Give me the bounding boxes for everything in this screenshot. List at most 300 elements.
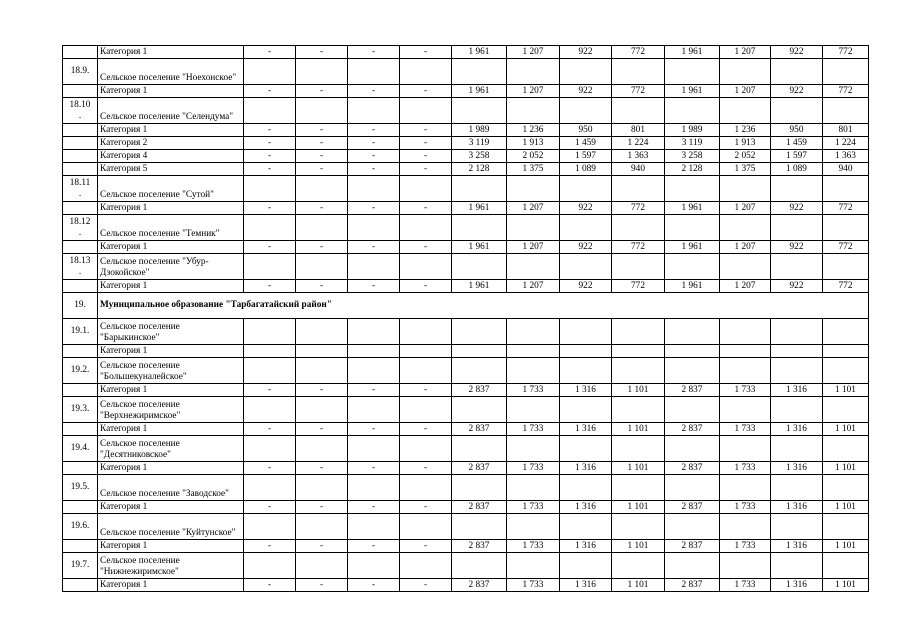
value-cell: [244, 397, 296, 423]
value-cell: [720, 254, 771, 280]
value-cell: [720, 59, 771, 85]
value-cell: [348, 176, 400, 202]
table-row: [63, 475, 869, 501]
value-cell: -: [400, 579, 452, 592]
value-cell: [823, 98, 869, 124]
value-cell: -: [296, 202, 348, 215]
value-cell: [612, 345, 665, 358]
value-cell: 1 101: [612, 501, 665, 514]
row-number-cell: [63, 137, 98, 150]
value-cell: 2 837: [452, 501, 507, 514]
value-cell: [720, 436, 771, 462]
value-cell: [400, 553, 452, 579]
value-cell: [348, 98, 400, 124]
value-cell: -: [244, 462, 296, 475]
value-cell: [296, 475, 348, 501]
value-cell: 1 961: [452, 46, 507, 59]
value-cell: 1 207: [720, 85, 771, 98]
value-cell: 772: [612, 202, 665, 215]
value-cell: [720, 553, 771, 579]
value-cell: [507, 553, 560, 579]
value-cell: [823, 358, 869, 384]
value-cell: [771, 176, 823, 202]
value-cell: [560, 59, 612, 85]
value-cell: [452, 475, 507, 501]
value-cell: 1 101: [823, 423, 869, 436]
value-cell: 1 101: [612, 384, 665, 397]
value-cell: -: [400, 150, 452, 163]
value-cell: [348, 397, 400, 423]
value-cell: 2 837: [665, 423, 720, 436]
value-cell: [771, 475, 823, 501]
row-number-cell: [63, 163, 98, 176]
value-cell: [720, 345, 771, 358]
value-cell: [348, 475, 400, 501]
name-cell: Сельское поселение "Убур-Дзокойское": [98, 254, 244, 280]
value-cell: 1 989: [452, 124, 507, 137]
value-cell: [348, 514, 400, 540]
table-row: [63, 176, 869, 202]
value-cell: [560, 215, 612, 241]
name-cell: Категория 4: [98, 150, 244, 163]
value-cell: 922: [560, 241, 612, 254]
row-number-cell: [63, 384, 98, 397]
value-cell: [720, 98, 771, 124]
value-cell: [452, 59, 507, 85]
name-cell: Сельское поселение "Верхнежиримское": [98, 397, 244, 423]
value-cell: [296, 215, 348, 241]
value-cell: 1 089: [771, 163, 823, 176]
value-cell: [612, 254, 665, 280]
value-cell: [665, 176, 720, 202]
value-cell: [507, 215, 560, 241]
table-row: [63, 423, 869, 436]
table-row: [63, 46, 869, 59]
value-cell: 1 459: [560, 137, 612, 150]
value-cell: [400, 319, 452, 345]
value-cell: [400, 98, 452, 124]
value-cell: [560, 514, 612, 540]
name-cell: Категория 1: [98, 241, 244, 254]
value-cell: 1 597: [771, 150, 823, 163]
table-row: [63, 397, 869, 423]
row-number-cell: [63, 150, 98, 163]
value-cell: [244, 553, 296, 579]
value-cell: [400, 358, 452, 384]
value-cell: -: [348, 202, 400, 215]
value-cell: [400, 514, 452, 540]
table-row: [63, 514, 869, 540]
value-cell: [665, 553, 720, 579]
value-cell: [823, 345, 869, 358]
value-cell: [612, 358, 665, 384]
value-cell: 801: [823, 124, 869, 137]
value-cell: [612, 319, 665, 345]
value-cell: 1 316: [771, 501, 823, 514]
name-cell: Категория 5: [98, 163, 244, 176]
value-cell: 922: [560, 46, 612, 59]
value-cell: [348, 436, 400, 462]
value-cell: 1 733: [507, 423, 560, 436]
value-cell: 772: [823, 202, 869, 215]
value-cell: 1 101: [612, 540, 665, 553]
value-cell: -: [348, 150, 400, 163]
value-cell: -: [244, 46, 296, 59]
row-number-cell: 18.9.: [63, 59, 98, 85]
value-cell: -: [296, 137, 348, 150]
value-cell: -: [244, 384, 296, 397]
name-cell: Категория 1: [98, 462, 244, 475]
value-cell: [296, 319, 348, 345]
value-cell: -: [400, 241, 452, 254]
value-cell: -: [244, 150, 296, 163]
value-cell: 1 101: [612, 579, 665, 592]
value-cell: -: [296, 46, 348, 59]
table-row: [63, 124, 869, 137]
value-cell: [507, 358, 560, 384]
row-number-cell: 19.: [63, 293, 98, 319]
name-cell: Сельское поселение "Барыкинское": [98, 319, 244, 345]
value-cell: -: [348, 241, 400, 254]
value-cell: -: [296, 579, 348, 592]
value-cell: -: [400, 540, 452, 553]
value-cell: [244, 514, 296, 540]
row-number-cell: [63, 46, 98, 59]
value-cell: [452, 397, 507, 423]
value-cell: 922: [771, 46, 823, 59]
table-row: [63, 358, 869, 384]
value-cell: -: [296, 280, 348, 293]
table-row: [63, 293, 869, 319]
value-cell: 772: [612, 241, 665, 254]
tariff-table: [62, 45, 869, 592]
value-cell: [771, 514, 823, 540]
value-cell: [823, 436, 869, 462]
value-cell: 1 733: [507, 579, 560, 592]
value-cell: -: [400, 462, 452, 475]
name-cell: Категория 1: [98, 124, 244, 137]
value-cell: [823, 397, 869, 423]
value-cell: [560, 254, 612, 280]
value-cell: [452, 436, 507, 462]
value-cell: 1 733: [507, 462, 560, 475]
value-cell: 1 316: [771, 579, 823, 592]
value-cell: [348, 358, 400, 384]
value-cell: 1 224: [612, 137, 665, 150]
value-cell: 1 363: [823, 150, 869, 163]
value-cell: -: [296, 85, 348, 98]
value-cell: -: [348, 163, 400, 176]
value-cell: 1 375: [507, 163, 560, 176]
value-cell: 922: [560, 202, 612, 215]
value-cell: [771, 215, 823, 241]
table-row: [63, 345, 869, 358]
value-cell: [560, 345, 612, 358]
value-cell: 772: [612, 280, 665, 293]
row-number-cell: [63, 579, 98, 592]
value-cell: [296, 436, 348, 462]
value-cell: -: [244, 85, 296, 98]
value-cell: [348, 345, 400, 358]
value-cell: [720, 358, 771, 384]
value-cell: 2 837: [452, 462, 507, 475]
name-cell: Категория 1: [98, 46, 244, 59]
value-cell: 1 101: [823, 579, 869, 592]
value-cell: 772: [612, 85, 665, 98]
name-cell: Категория 1: [98, 423, 244, 436]
name-cell: Категория 1: [98, 501, 244, 514]
value-cell: [720, 176, 771, 202]
value-cell: -: [244, 280, 296, 293]
value-cell: [296, 358, 348, 384]
value-cell: 1 207: [507, 46, 560, 59]
name-cell: Сельское поселение "Большекуналейское": [98, 358, 244, 384]
value-cell: -: [244, 579, 296, 592]
table-row: [63, 501, 869, 514]
value-cell: 2 837: [665, 501, 720, 514]
value-cell: 922: [560, 85, 612, 98]
value-cell: [823, 514, 869, 540]
value-cell: [771, 319, 823, 345]
value-cell: [244, 475, 296, 501]
value-cell: [296, 514, 348, 540]
value-cell: 2 837: [452, 423, 507, 436]
table-row: [63, 163, 869, 176]
value-cell: 2 837: [452, 540, 507, 553]
name-cell: Категория 1: [98, 579, 244, 592]
value-cell: 1 207: [720, 280, 771, 293]
name-cell: Сельское поселение "Сутой": [98, 176, 244, 202]
value-cell: [665, 345, 720, 358]
value-cell: 1 913: [720, 137, 771, 150]
name-cell: Сельское поселение "Темник": [98, 215, 244, 241]
value-cell: [244, 319, 296, 345]
value-cell: 2 052: [507, 150, 560, 163]
name-cell: Сельское поселение "Заводское": [98, 475, 244, 501]
value-cell: -: [400, 501, 452, 514]
value-cell: [507, 397, 560, 423]
value-cell: [612, 176, 665, 202]
value-cell: 2 837: [665, 384, 720, 397]
value-cell: [400, 475, 452, 501]
value-cell: [823, 254, 869, 280]
name-cell: Сельское поселение "Ноехонское": [98, 59, 244, 85]
row-number-cell: [63, 280, 98, 293]
value-cell: 1 316: [771, 462, 823, 475]
value-cell: 2 128: [665, 163, 720, 176]
value-cell: [560, 98, 612, 124]
value-cell: [296, 553, 348, 579]
value-cell: [296, 254, 348, 280]
value-cell: [244, 59, 296, 85]
value-cell: [400, 345, 452, 358]
value-cell: 3 258: [665, 150, 720, 163]
value-cell: [400, 176, 452, 202]
value-cell: [348, 553, 400, 579]
value-cell: -: [296, 241, 348, 254]
row-number-cell: 19.6.: [63, 514, 98, 540]
value-cell: 1 236: [720, 124, 771, 137]
value-cell: 1 316: [560, 501, 612, 514]
value-cell: [244, 358, 296, 384]
name-cell: Сельское поселение "Нижнежиримское": [98, 553, 244, 579]
value-cell: 1 733: [720, 501, 771, 514]
row-number-cell: [63, 85, 98, 98]
value-cell: 1 961: [452, 202, 507, 215]
value-cell: 1 089: [560, 163, 612, 176]
value-cell: 1 101: [612, 462, 665, 475]
table-row: [63, 137, 869, 150]
value-cell: -: [348, 85, 400, 98]
name-cell: Категория 1: [98, 85, 244, 98]
value-cell: 922: [771, 280, 823, 293]
value-cell: [507, 254, 560, 280]
value-cell: [823, 553, 869, 579]
value-cell: -: [296, 462, 348, 475]
value-cell: -: [296, 163, 348, 176]
value-cell: -: [348, 540, 400, 553]
value-cell: 1 733: [720, 423, 771, 436]
row-number-cell: 19.5.: [63, 475, 98, 501]
value-cell: 2 837: [452, 384, 507, 397]
value-cell: 940: [823, 163, 869, 176]
value-cell: [560, 553, 612, 579]
value-cell: [348, 319, 400, 345]
value-cell: [452, 98, 507, 124]
value-cell: -: [348, 579, 400, 592]
value-cell: [720, 475, 771, 501]
value-cell: [244, 345, 296, 358]
name-cell: Сельское поселение "Селендума": [98, 98, 244, 124]
value-cell: 1 207: [507, 85, 560, 98]
table-row: [63, 254, 869, 280]
document-page: [62, 45, 868, 592]
value-cell: [771, 254, 823, 280]
value-cell: 2 128: [452, 163, 507, 176]
value-cell: [720, 215, 771, 241]
value-cell: [771, 436, 823, 462]
table-row: [63, 241, 869, 254]
value-cell: 1 316: [560, 579, 612, 592]
value-cell: -: [296, 124, 348, 137]
value-cell: 1 375: [720, 163, 771, 176]
row-number-cell: [63, 423, 98, 436]
value-cell: [560, 397, 612, 423]
value-cell: 1 733: [720, 462, 771, 475]
value-cell: 1 913: [507, 137, 560, 150]
value-cell: -: [348, 384, 400, 397]
value-cell: [244, 436, 296, 462]
value-cell: -: [400, 124, 452, 137]
value-cell: -: [348, 137, 400, 150]
value-cell: -: [400, 384, 452, 397]
value-cell: [823, 319, 869, 345]
value-cell: 1 207: [507, 202, 560, 215]
value-cell: -: [400, 423, 452, 436]
value-cell: -: [296, 540, 348, 553]
table-row: [63, 579, 869, 592]
value-cell: [665, 358, 720, 384]
value-cell: 772: [823, 280, 869, 293]
value-cell: 1 207: [507, 241, 560, 254]
value-cell: [452, 358, 507, 384]
value-cell: [244, 98, 296, 124]
value-cell: [720, 397, 771, 423]
value-cell: [771, 358, 823, 384]
value-cell: [612, 59, 665, 85]
value-cell: -: [348, 423, 400, 436]
value-cell: [452, 319, 507, 345]
value-cell: -: [400, 85, 452, 98]
value-cell: 1 207: [720, 46, 771, 59]
value-cell: [771, 345, 823, 358]
value-cell: [400, 59, 452, 85]
value-cell: 1 961: [452, 241, 507, 254]
value-cell: 3 119: [452, 137, 507, 150]
row-number-cell: 19.2.: [63, 358, 98, 384]
value-cell: [560, 475, 612, 501]
value-cell: 801: [612, 124, 665, 137]
section-title-cell: Муниципальное образование "Тарбагатайский район": [98, 293, 869, 319]
value-cell: 1 733: [720, 384, 771, 397]
value-cell: 1 224: [823, 137, 869, 150]
value-cell: -: [244, 241, 296, 254]
value-cell: [296, 176, 348, 202]
value-cell: 1 961: [665, 280, 720, 293]
value-cell: 1 207: [507, 280, 560, 293]
value-cell: [452, 254, 507, 280]
name-cell: Категория 1: [98, 345, 244, 358]
value-cell: [507, 514, 560, 540]
value-cell: 1 316: [771, 540, 823, 553]
value-cell: 1 961: [665, 202, 720, 215]
value-cell: 772: [823, 85, 869, 98]
value-cell: 772: [823, 241, 869, 254]
row-number-cell: 19.3.: [63, 397, 98, 423]
value-cell: 1 207: [720, 202, 771, 215]
value-cell: -: [244, 202, 296, 215]
value-cell: [244, 215, 296, 241]
value-cell: [507, 98, 560, 124]
value-cell: [771, 397, 823, 423]
row-number-cell: [63, 462, 98, 475]
value-cell: 772: [612, 46, 665, 59]
value-cell: [507, 59, 560, 85]
value-cell: [400, 397, 452, 423]
value-cell: -: [348, 501, 400, 514]
table-body: [63, 46, 869, 592]
value-cell: 1 989: [665, 124, 720, 137]
row-number-cell: 19.1.: [63, 319, 98, 345]
row-number-cell: 18.12 .: [63, 215, 98, 241]
value-cell: -: [244, 423, 296, 436]
value-cell: 1 961: [665, 85, 720, 98]
value-cell: -: [348, 462, 400, 475]
value-cell: 1 316: [560, 462, 612, 475]
value-cell: 1 101: [823, 384, 869, 397]
value-cell: 1 363: [612, 150, 665, 163]
value-cell: [560, 176, 612, 202]
value-cell: [771, 98, 823, 124]
name-cell: Категория 1: [98, 384, 244, 397]
value-cell: 1 961: [665, 46, 720, 59]
value-cell: 950: [560, 124, 612, 137]
value-cell: -: [296, 501, 348, 514]
table-row: [63, 150, 869, 163]
value-cell: [720, 319, 771, 345]
value-cell: [665, 397, 720, 423]
table-row: [63, 280, 869, 293]
